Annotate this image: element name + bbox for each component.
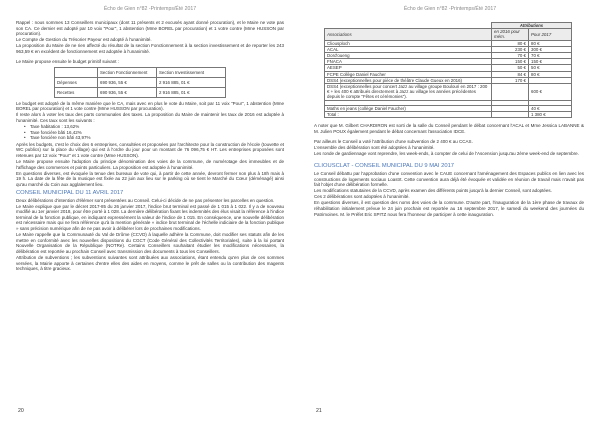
table-cell: Cliousploch	[325, 40, 492, 46]
paragraph: Les modifications statutaires de la CCVD, après examen des différents points jusqu'à la dernier Conseil, sont adoptées.	[314, 188, 552, 194]
table-cell: ACAL	[325, 46, 492, 52]
table-cell: 50 €	[529, 65, 572, 71]
table-cell: 150 €	[529, 59, 572, 65]
table-cell: 80 €	[492, 40, 529, 46]
paragraph: En questions diverses, il est question des noms des voies de la commune. D'autre part, l'inauguration de la 1ère phase de travaux de réhabilitation initialement prévue le 24 juin prochain est reportée au 16 septembre 2017, le samedi du weekend des journées du Patrimoines. M. le Préfet Eric SPITZ nous fera l'honneur de participer à cette inauguration.	[314, 200, 584, 217]
paragraph: Il reste alors à voter les taux des parts communales des taxes. La proposition du Maire de maintenir les taux de 2016 est adoptée à l'unanimité. Ces taux sont les suivants :	[16, 112, 284, 123]
table-cell: Dord'oueng	[325, 53, 492, 59]
table-cell: 1 380 €	[529, 111, 572, 117]
table-header: en 2016 pour mém.	[492, 29, 529, 40]
right-page	[300, 0, 600, 424]
budget-intro: Le Maire propose ensuite le budget primitif suivant :	[16, 59, 120, 65]
paragraph: Le budget est adopté de la même manière que le CA, mais avec en plus le vote du Maire, soit par 11 voix "Pour", 1 abstention (Mme BOREL par procuration) et 1 vote contre (Mme HUSSON par procuration).	[16, 100, 284, 112]
paragraph: Après les budgets, c'est le choix des 6 entreprises, consultées et proposées par l'architecte pour la construction de l'école (touvette et WC publics) sur la place du village) qui est à l'ordre du jour pour un montant de 76 096,75 € HT. Les entreprises proposées sont retenues par 12 voix "Pour" et 1 vote contre (Mme HUSSON).	[16, 141, 284, 158]
table-cell: 2 916 885, 01 €	[157, 87, 226, 97]
paragraph: Attribution de subventions ; les subventions suivantes sont attribuées aux associations, étant entendu qu'en plus de ces sommes versées, la Mairie apporte à certaines d'entre elles des aides en moyens, comme le prêt de salles ou la contribution des magents techniques, à titre gracieux.	[16, 255, 284, 272]
budget-table	[54, 67, 226, 98]
paragraph: Par ailleurs le Conseil a voté l'attribution d'une subvention de 2 400 € au CCAS.	[314, 138, 473, 144]
table-row	[325, 111, 572, 117]
table-cell: 2 916 885, 01 €	[157, 77, 226, 87]
table-cell: Maths en jeans (collège Daniel Faucher)	[325, 105, 492, 111]
table-header: Associations	[325, 29, 492, 40]
table-cell	[492, 111, 529, 117]
section-title: CLIOUSCLAT - CONSEIL MUNICIPAL DU 9 MAI 2017	[314, 163, 455, 170]
table-cell: 600 €	[529, 84, 572, 101]
paragraph: A noter que M. Gilbert CHARDIRON est sorti de la salle du Conseil pendant le débat concernant l'ACAL et Mme Jessica LABANNE & M. Julien POUX également pendant le débat concernant l'association IDCE.	[314, 123, 584, 134]
paragraph: La proposition du Maire de ne rien affecté du résultat de la section Fonctionnement à la section investissement et de reporter les 243 963,59 € en excédent de fonctionnement est adoptée à l'unanimité.	[16, 43, 284, 54]
table-cell	[55, 67, 98, 77]
table-cell: 84 €	[492, 71, 529, 77]
table-cell: 40 €	[529, 105, 572, 111]
tax-label: Taxe habitation :	[30, 124, 63, 130]
table-cell: DSS4 (exceptionnelles pour pièce de théâtre Claude Gueux en 2016)	[325, 77, 492, 83]
table-cell: 170 €	[492, 77, 529, 83]
table-cell: Dépenses	[55, 77, 98, 87]
table-header: Pour 2017	[529, 29, 572, 40]
list-item	[24, 135, 284, 141]
table-cell: DSS4 (exceptionnelles pour concert Jazz au village groupe Boulouri en 2017 : 200 € + les 400 € attribués directement à Jazz au village les années précédentes depuis le compte "Fêtes et cérémonies").	[325, 84, 492, 101]
table-cell: 690 936, 55 €	[98, 77, 157, 87]
paragraph: Les ronde de gardiennage vont reprendre, les week-ends, à compter de celui de l'Ascension jusqu'au 2ème week-end de septembre.	[314, 150, 579, 156]
table-cell: 50 €	[492, 65, 529, 71]
table-row	[55, 77, 226, 87]
running-header: Écho de Gien n°82 -Printemps/Été 2017	[103, 6, 197, 12]
table-cell: 690 936, 55 €	[98, 87, 157, 97]
table-cell: 70 €	[492, 53, 529, 59]
table-cell: 300 €	[529, 46, 572, 52]
page-number: 21	[316, 408, 322, 414]
tax-label: Taxe foncière bâti	[30, 129, 66, 135]
table-cell: 150 €	[492, 59, 529, 65]
table-cell: AESEP	[325, 65, 492, 71]
paragraph: Le Maire explique que par le décret 2017-85 du 26 janvier 2017, l'indice brut terminal est passé de 1 015 à 1 022. Il y a de nouveau modifié au 1er janvier 2018, pour être porté à 1 028. La dernière délibération fixant les indemnités des élus visait la référence à l'indice terminal de la fonction publique, en indiquant expressément la valeur de l'indice de 1 015. En conséquence, une nouvelle délibération est nécessaire mais qui ne fera référence qu'à la mention générale « indice brut terminal de l'échelle indiciaire de la fonction publique » sans précision numérique afin de ne pas avoir à délibérer lors de prochaines modifications.	[16, 203, 284, 232]
paragraph: Rappel : nous sommes 13 Conseillers municipaux (dont 11 présents et 2 excusés ayant donné procuration), et le Maire ne vote pas son CA. Ce dernier est adopté par 10 voix "Pour", 1 abstention (Mme BOREL par procuration) et 1 votre contre (Mme HUSSON par procuration).	[16, 20, 284, 37]
paragraph: Le Maire rappelle que la Communauté du Val de Drôme (CCVD) à laquelle adhère la Commune, doit modifier ses statuts afin de les mettre en conformité avec les nouvelles dispositions du CGCT (Code Général des Collectivités Territoriales), suite à la loi portant Nouvelle Organisation de la République (NOTRe). Certains Conseillers souhaitant étudier les modifications nécessaires, la délibération est reportée au prochain Conseil avec transmission des documents à tous les Conseillers.	[16, 232, 284, 254]
tax-value: 13,62%	[64, 124, 80, 130]
table-header: Attributions	[492, 23, 572, 29]
table-cell: 80 €	[529, 71, 572, 77]
paragraph: Deux délibérations d'intention d'élémer sont présentées au Conseil. Celui-ci décide de ne pas présenter les parcelles en question.	[16, 197, 275, 203]
section-title: CONSEIL MUNICIPAL DU 11 AVRIL 2017	[16, 189, 124, 196]
table-cell: Recettes	[55, 87, 98, 97]
table-header: Section Fonctionnement	[98, 67, 157, 77]
paragraph: Le Maire propose ensuite l'adoption du principe dénomination des voies de la commune, de numérotage des immeubles et de l'affichage des commerces et points particuliers. La proposition est adoptée à l'unanimité.	[16, 159, 284, 170]
table-header: Section Investissement	[157, 67, 226, 77]
subsidy-table	[324, 22, 572, 118]
left-column	[16, 20, 284, 272]
paragraph: Ces 2 délibérations sont adoptées à l'unanimité.	[314, 194, 410, 200]
table-cell: 230 €	[492, 46, 529, 52]
running-header: Écho de Gien n°82 -Printemps/Été 2017	[403, 6, 497, 12]
table-row	[55, 87, 226, 97]
paragraph: Le Compte de Gestion du Trésorier Payeur est adopté à l'unanimité.	[16, 37, 152, 43]
tax-label: Taxe foncière non bâti	[30, 135, 75, 141]
table-row	[325, 84, 572, 101]
paragraph: L'ensemble des délibération sont été adoptées à l'unanimité.	[314, 144, 435, 150]
table-cell	[492, 84, 529, 101]
page-number: 20	[18, 408, 24, 414]
tax-value: 16,42%	[66, 129, 82, 135]
tax-value: 43,97%	[75, 135, 91, 141]
paragraph: Le Conseil débattu par l'approbation d'une convention avec le CAUE concernant l'aménagement des Espaces publics en lien avec les constructions de logements sociaux Loastrt. Cette convention aura déjà été évoquée et validée en réunion de travail mais n'avait pas fait l'objet d'une délibération formelle.	[314, 171, 584, 188]
table-cell: 70 €	[529, 53, 572, 59]
table-cell: FNACA	[325, 59, 492, 65]
right-column	[314, 22, 584, 218]
tax-rate-list	[24, 124, 284, 141]
table-cell: FCPE Collège Daniel Faucher	[325, 71, 492, 77]
paragraph: En questions diverses, est évoquée la tenue des bureaux de vote qui, à partir de cette année, devront fermer non plus à 18h mais à 19 h. La date de la fête de la musique est fixée au 22 juin aux lieu sur le parking où se tient le Marché du Cœur (déménagé) ainsi qu'au marché du Coin aux agglalement lieu.	[16, 170, 284, 187]
table-cell: 80 €	[529, 40, 572, 46]
table-cell: Total :	[325, 111, 492, 117]
